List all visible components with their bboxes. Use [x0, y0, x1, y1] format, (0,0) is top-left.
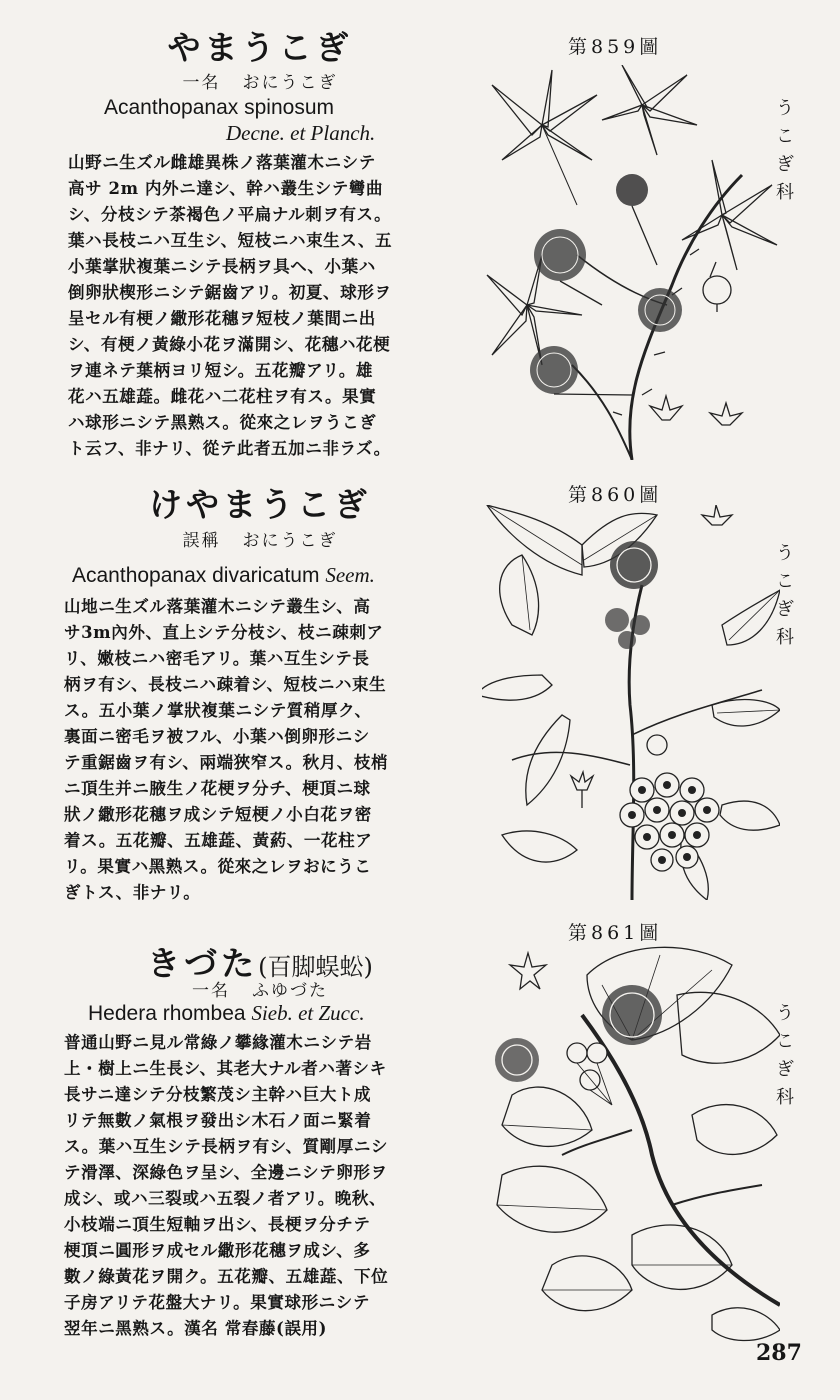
description-line: 山野ニ生ズル雌雄異株ノ落葉灌木ニシテ [68, 153, 376, 172]
alternate-name [40, 980, 480, 1002]
description-line: リ。果實ハ黑熟ス。從來之レヲおにうこ [64, 857, 372, 876]
description-line: 梗頂ニ圓形ヲ成セル繖形花穗ヲ成シ、多 [64, 1241, 371, 1260]
plant-illustration [482, 945, 780, 1345]
description-line: テ重鋸齒ヲ有シ、兩端狹窄ス。秋月、枝梢 [64, 753, 389, 772]
alternate-name [40, 530, 480, 552]
description-line: シ、分枝シテ茶褐色ノ平扁ナル刺ヲ有ス。 [68, 205, 392, 224]
description-line: ぎトス、非ナリ。 [64, 883, 201, 902]
description-line: ニ頂生并ニ腋生ノ花梗ヲ分チ、梗頂ニ球 [64, 779, 371, 798]
scientific-name [88, 1000, 365, 1027]
family-label-char: ぎ [776, 599, 794, 620]
family-label-char: 科 [776, 182, 794, 203]
scientific-authority: Seem. [325, 563, 375, 587]
alt-name-value: おにうこぎ [242, 531, 338, 551]
figure-label: 第861圖 [568, 922, 663, 944]
description-line: ト云フ、非ナリ、從テ此者五加ニ非ラズ。 [68, 439, 391, 458]
description-line: リテ無數ノ氣根ヲ發出シ木石ノ面ニ緊着 [64, 1111, 372, 1130]
family-label-char: 科 [776, 627, 794, 648]
description-line: 着ス。五花瓣、五雄蕋、黃葯、一花柱ア [64, 831, 373, 850]
description-line: 花ハ五雄蕋。雌花ハ二花柱ヲ有ス。果實 [68, 387, 377, 406]
family-label-char: こ [776, 571, 794, 592]
family-label [772, 540, 798, 652]
description-line: 柄ヲ有シ、長枝ニハ疎着シ、短枝ニハ束生 [64, 675, 387, 694]
alt-name-prefix: 一名 [182, 73, 221, 93]
description-line: 長サニ達シテ分枝繁茂シ主幹ハ巨大ト成 [64, 1085, 372, 1104]
page-number: 287 [756, 1340, 802, 1366]
scientific-authority: Sieb. et Zucc. [251, 1001, 365, 1025]
description-line: ハ球形ニシテ黑熟ス。從來之レヲうこぎ [68, 413, 377, 432]
alternate-name [40, 72, 480, 94]
species-description [68, 150, 500, 462]
species-name-jp: けやまうこぎ [149, 485, 371, 524]
description-line: テ滑澤、深綠色ヲ呈シ、全邊ニシテ卵形ヲ [64, 1163, 388, 1182]
description-line: 葉ハ長枝ニハ互生シ、短枝ニハ束生ス、五 [68, 231, 393, 250]
alt-name-value: おにうこぎ [242, 73, 338, 93]
species-description [64, 594, 496, 906]
description-line: 狀ノ繖形花穗ヲ成シテ短梗ノ小白花ヲ密 [64, 805, 372, 824]
alt-name-value: ふゆづた [252, 981, 328, 1001]
species-description [64, 1030, 496, 1342]
family-label [772, 1000, 798, 1112]
description-line: 數ノ綠黃花ヲ開ク。五花瓣、五雄蕋、下位 [64, 1267, 389, 1286]
family-label-char: ぎ [776, 1059, 794, 1080]
description-line: シ、有梗ノ黃綠小花ヲ滿開シ、花穗ハ花梗 [68, 335, 391, 354]
scientific-name: Acanthopanax spinosum [104, 96, 334, 119]
description-line: 翌年ニ黑熟ス。漢名 常春藤(誤用) [64, 1319, 328, 1338]
species-name-kanji: (百脚蜈蚣) [258, 953, 373, 981]
family-label [772, 95, 798, 207]
alt-name-prefix: 誤稱 [182, 531, 221, 551]
description-line: 呈セル有梗ノ繖形花穗ヲ短枝ノ葉間ニ出 [68, 309, 376, 328]
description-line: 小葉掌狀複葉ニシテ長柄ヲ具ヘ、小葉ハ [68, 257, 376, 276]
description-line: リ、嫩枝ニハ密毛アリ。葉ハ互生シテ長 [64, 649, 370, 668]
description-line: 高サ 2m 内外ニ達シ、幹ハ叢生シテ彎曲 [68, 179, 384, 198]
scientific-name [72, 562, 375, 589]
family-label-char: こ [776, 126, 794, 147]
description-line: 上・樹上ニ生長シ、其老大ナル者ハ著シキ [64, 1059, 387, 1078]
family-label-char: 科 [776, 1087, 794, 1108]
species-name-kana: きづた [147, 944, 259, 983]
family-label-char: う [776, 98, 794, 119]
species-name-jp: やまうこぎ [167, 28, 353, 67]
family-label-char: ぎ [776, 154, 794, 175]
description-line: ス。五小葉ノ掌狀複葉ニシテ質稍厚ク、 [64, 701, 372, 720]
scientific-name-binomial: Hedera rhombea [88, 1002, 246, 1025]
family-label-char: こ [776, 1031, 794, 1052]
description-line: 小枝端ニ頂生短軸ヲ出シ、長梗ヲ分チテ [64, 1215, 371, 1234]
description-line: ス。葉ハ互生シテ長柄ヲ有シ、質剛厚ニシ [64, 1137, 389, 1156]
figure-label: 第860圖 [568, 484, 663, 506]
description-line: 裏面ニ密毛ヲ被フル、小葉ハ倒卵形ニシ [64, 727, 370, 746]
description-line: 子房アリテ花盤大ナリ。果實球形ニシテ [64, 1293, 370, 1312]
description-line: 成シ、或ハ三裂或ハ五裂ノ者アリ。晚秋、 [64, 1189, 387, 1208]
description-line: 倒卵狀楔形ニシテ鋸齒アリ。初夏、球形ヲ [68, 283, 392, 302]
plant-illustration [482, 505, 780, 900]
alt-name-prefix: 一名 [192, 981, 230, 1001]
description-line: サ3m內外、直上シテ分枝シ、枝ニ疎刺ア [64, 623, 384, 642]
description-line: ヲ連ネテ葉柄ヨリ短シ。五花瓣アリ。雄 [68, 361, 373, 380]
description-line: 普通山野ニ見ル常綠ノ攀緣灌木ニシテ岩 [64, 1033, 372, 1052]
figure-label: 第859圖 [568, 36, 663, 58]
scientific-authority: Decne. et Planch. [226, 121, 376, 145]
description-line: 山地ニ生ズル落葉灌木ニシテ叢生シ、高 [64, 597, 371, 616]
family-label-char: う [776, 1003, 794, 1024]
scientific-name-binomial: Acanthopanax divaricatum [72, 564, 320, 587]
plant-illustration [482, 65, 780, 460]
family-label-char: う [776, 543, 794, 564]
